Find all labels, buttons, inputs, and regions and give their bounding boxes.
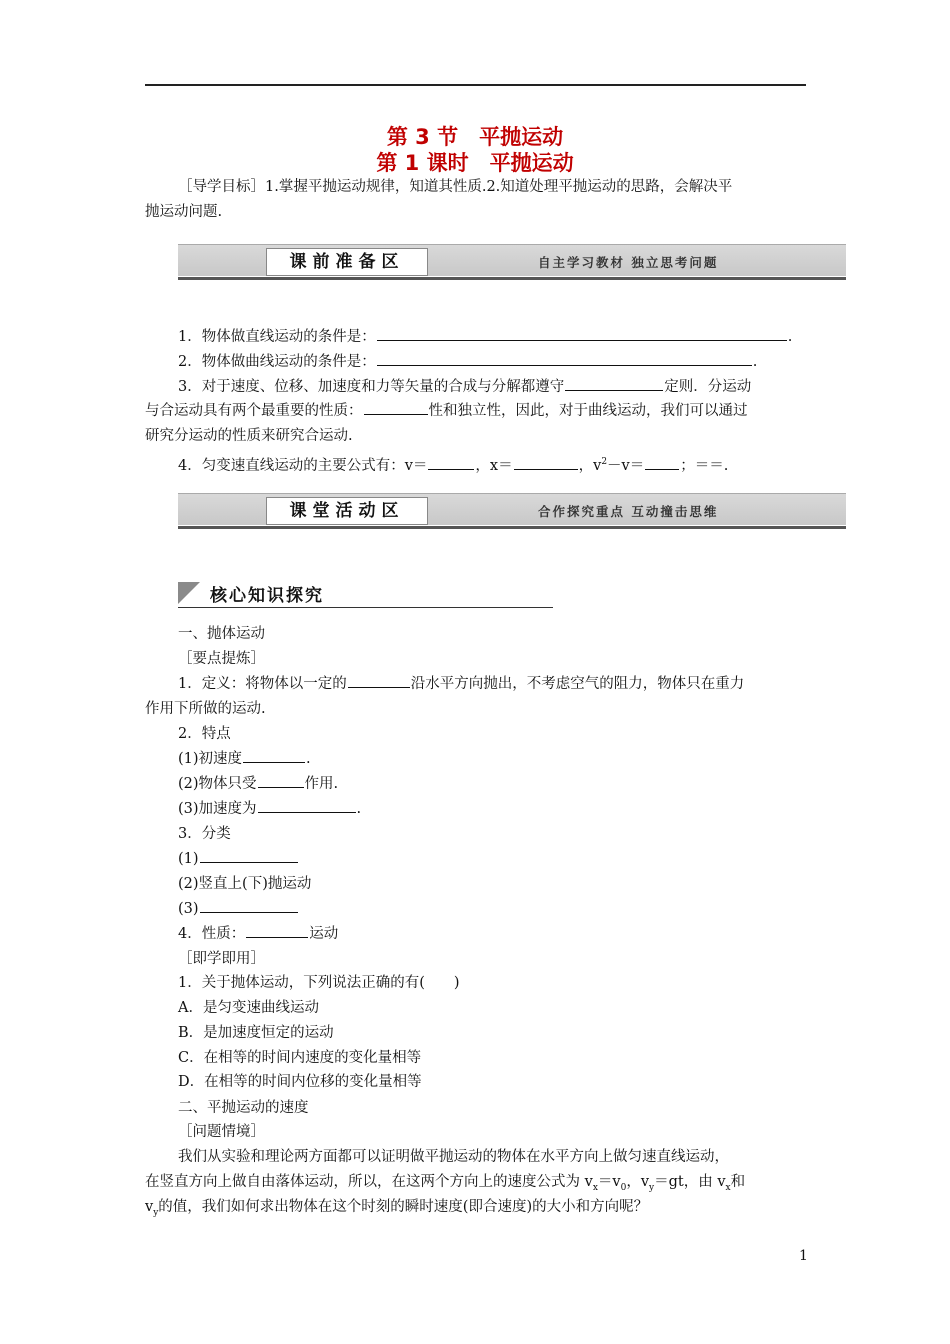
classification-heading: 3．分类 bbox=[178, 826, 231, 842]
prep-banner bbox=[178, 244, 846, 282]
section-header-title: 核心知识探究 bbox=[210, 586, 324, 606]
answer-blank[interactable] bbox=[200, 898, 298, 913]
answer-blank[interactable] bbox=[243, 748, 305, 763]
prep-q3-line3: 研究分运动的性质来研究合运动. bbox=[145, 428, 353, 444]
class-1: (1) bbox=[178, 848, 299, 870]
class-3: (3) bbox=[178, 898, 299, 920]
answer-blank[interactable] bbox=[645, 455, 679, 470]
prep-q3-line1: 3．对于速度、位移、加速度和力等矢量的合成与分解都遵守 定则．分运动 bbox=[178, 376, 751, 398]
section-header bbox=[178, 580, 553, 608]
answer-blank[interactable] bbox=[428, 455, 474, 470]
classroom-banner bbox=[178, 493, 846, 531]
features-heading: 2．特点 bbox=[178, 726, 231, 742]
tag-apply: ［即学即用］ bbox=[178, 951, 265, 967]
answer-blank[interactable] bbox=[258, 773, 304, 788]
prep-q2: 2．物体做曲线运动的条件是： . bbox=[178, 351, 757, 373]
option-c[interactable]: C．在相等的时间内速度的变化量相等 bbox=[178, 1050, 422, 1066]
prep-banner-slogan: 自主学习教材 独立思考问题 bbox=[538, 255, 719, 270]
answer-blank[interactable] bbox=[348, 673, 410, 688]
heading-projectile: 一、抛体运动 bbox=[178, 626, 265, 642]
nature-line: 4．性质： 运动 bbox=[178, 923, 338, 945]
objectives-line1: ［导学目标］1.掌握平抛运动规律，知道其性质.2.知道处理平抛运动的思路，会解决平 bbox=[178, 179, 733, 195]
tag-scenario: ［问题情境］ bbox=[178, 1124, 265, 1140]
lesson-title: 第 1 课时 平抛运动 bbox=[376, 151, 574, 175]
page-number: 1 bbox=[799, 1248, 808, 1264]
option-b[interactable]: B．是加速度恒定的运动 bbox=[178, 1025, 334, 1041]
section-title: 第 3 节 平抛运动 bbox=[386, 125, 564, 149]
answer-blank[interactable] bbox=[514, 455, 578, 470]
definition-line2: 作用下所做的运动. bbox=[145, 701, 266, 717]
answer-blank[interactable] bbox=[200, 848, 298, 863]
prep-q3-line2: 与合运动具有两个最重要的性质： 性和独立性，因此，对于曲线运动，我们可以通过 bbox=[145, 400, 748, 422]
answer-blank[interactable] bbox=[565, 376, 663, 391]
option-d[interactable]: D．在相等的时间内位移的变化量相等 bbox=[178, 1074, 422, 1090]
feature-2: (2)物体只受 作用. bbox=[178, 773, 338, 795]
classroom-banner-label: 课堂活动区 bbox=[266, 497, 428, 525]
objectives-line2: 抛运动问题. bbox=[145, 204, 223, 220]
corner-triangle-icon bbox=[178, 582, 200, 604]
answer-blank[interactable] bbox=[258, 798, 356, 813]
answer-blank[interactable] bbox=[364, 400, 428, 415]
heading-velocity: 二、平抛运动的速度 bbox=[178, 1100, 309, 1116]
answer-blank[interactable] bbox=[246, 923, 308, 938]
feature-3: (3)加速度为 . bbox=[178, 798, 361, 820]
answer-blank[interactable] bbox=[377, 351, 752, 366]
scenario-line2: 在竖直方向上做自由落体运动，所以，在这两个方向上的速度公式为 $v_x=v_0$，$v_y=gt$，由 $v_x$和 bbox=[145, 1174, 746, 1193]
option-a[interactable]: A．是匀变速曲线运动 bbox=[178, 1000, 319, 1016]
definition-line1: 1．定义：将物体以一定的 沿水平方向抛出，不考虑空气的阻力，物体只在重力 bbox=[178, 673, 744, 695]
header-rule bbox=[145, 84, 806, 86]
classroom-banner-slogan: 合作探究重点 互动撞击思维 bbox=[538, 504, 719, 519]
feature-1: (1)初速度 . bbox=[178, 748, 311, 770]
question-1: 1．关于抛体运动，下列说法正确的有( ) bbox=[178, 975, 460, 991]
scenario-line3: $v_y$的值，我们如何求出物体在这个时刻的瞬时速度(即合速度)的大小和方向呢？ bbox=[145, 1199, 649, 1218]
answer-blank[interactable] bbox=[377, 326, 787, 341]
prep-q4: 4．匀变速直线运动的主要公式有：v＝ ，x＝ ，$v^2-v=$ ；＝＝. bbox=[178, 451, 728, 477]
class-2: (2)竖直上(下)抛运动 bbox=[178, 876, 312, 892]
tag-key-points: ［要点提炼］ bbox=[178, 651, 265, 667]
scenario-line1: 我们从实验和理论两方面都可以证明做平抛运动的物体在水平方向上做匀速直线运动， bbox=[178, 1149, 729, 1165]
prep-banner-label: 课前准备区 bbox=[266, 248, 428, 276]
prep-q1: 1．物体做直线运动的条件是： . bbox=[178, 326, 792, 348]
